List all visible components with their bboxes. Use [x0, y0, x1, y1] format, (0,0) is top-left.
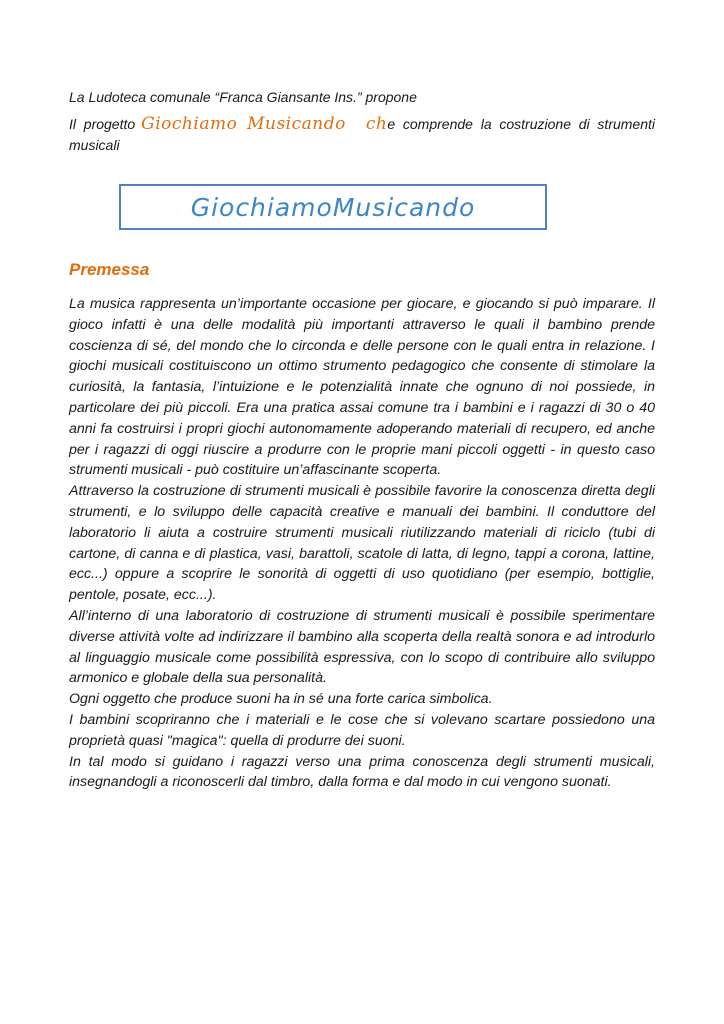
paragraph: All’interno di una laboratorio di costruzione di strumenti musicali è possibile sperimentare diverse attività volte ad indirizzare il bambino alla scoperta della realtà sonora e ad introdurlo al linguaggio musicale come possibilità espressiva, con lo scopo di contribuire allo sviluppo armonico e globale della sua personalità. — [69, 607, 655, 687]
project-script-ch: ch — [365, 114, 388, 134]
document-page — [69, 87, 655, 793]
paragraph: In tal modo si guidano i ragazzi verso una prima conoscenza degli strumenti musicali, insegnandogli a riconoscerli dal timbro, dalla forma e dal modo in cui vengono suonati. — [69, 753, 655, 791]
intro-line: La Ludoteca comunale “Franca Giansante Ins.” propone — [69, 89, 417, 105]
paragraph: Ogni oggetto che produce suoni ha in sé una forte carica simbolica. — [69, 691, 493, 708]
section-heading: Premessa — [69, 260, 150, 279]
paragraph: La musica rappresenta un’importante occasione per giocare, e giocando si può imparare. Il gioco infatti è una delle modalità più importanti attraverso le quali il bambino prende coscienza di sé, del mondo che lo circonda e delle persone con le quali entra in relazione. I giochi musicali costituiscono un ottimo strumento pedagogico che consente di stimolare la curiosità, la fantasia, l’intuizione e le potenzialità innate che ognuno di noi possiede, in particolare dei più piccoli. Era una pratica assai comune tra i bambini e i ragazzi di 30 o 40 anni fa costruirsi i propri giochi autonomamente adoperando materiali di recupero, ed anche per i ragazzi di oggi riuscire a produrre con le proprie mani piccoli oggetti - in questo caso strumenti musicali - può costituire un’affascinante scoperta. — [69, 296, 655, 479]
project-line — [69, 114, 655, 156]
paragraph: I bambini scopriranno che i materiali e le cose che si volevano scartare possiedono una proprietà quasi "magica": quella di produrre dei suoni. — [69, 711, 655, 749]
project-suffix: e comprende la costruzione di strumenti musicali — [69, 116, 656, 153]
paragraph: Attraverso la costruzione di strumenti musicali è possibile favorire la conoscenza diretta degli strumenti, e lo sviluppo delle capacità creative e manuali dei bambini. Il conduttore del laboratorio li aiuta a costruire strumenti musicali riutilizzando materiali di riciclo (tubi di cartone, di canna e di plastica, vasi, barattoli, scatole di latta, di legno, tappi a corona, lattine, ecc...) oppure a scoprire le sonorità di oggetti di uso quotidiano (per esempio, bottiglie, pentole, posate, ecc...). — [69, 483, 655, 604]
title-box-text: GiochiamoMusicando — [190, 192, 476, 222]
body-text — [69, 294, 655, 793]
project-script-name: Giochiamo Musicando — [141, 114, 346, 134]
title-box — [119, 184, 547, 230]
project-prefix: Il progetto — [69, 116, 136, 132]
